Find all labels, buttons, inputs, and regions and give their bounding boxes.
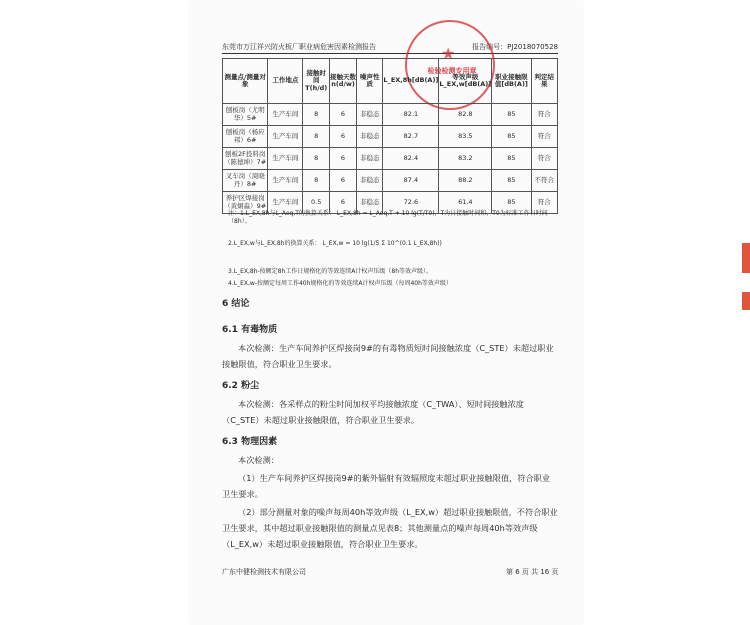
section-6-3-item-2: （2）部分测量对象的噪声每周40h等效声级（L_EX,w）超过职业接触限值，不符合职业卫生要求，其中超过职业接触限值的测量点见表8；其他测量点的噪声每周40h等效声级（L_EX,w）未超过职业接触限值，符合职业卫生要求。	[222, 507, 558, 549]
table-cell: 72.6	[383, 192, 439, 214]
note-4: 4.L_EX,w-按额定每周工作40h规格化的等效连续A计权声压级（每周40h等效声级）	[228, 280, 452, 287]
table-cell: 82.4	[383, 148, 439, 170]
table-cell: 符合	[531, 192, 557, 214]
table-cell: 符合	[531, 148, 557, 170]
table-cell: 生产车间	[268, 148, 303, 170]
table-cell: 85	[492, 170, 531, 192]
column-header: L_EX,8h[dB(A)]	[383, 59, 439, 104]
table-cell: 符合	[531, 104, 557, 126]
column-header: 职业接触限值[dB(A)]	[492, 59, 531, 104]
section-6-heading: 6 结论	[222, 299, 250, 309]
section-6-1-heading: 6.1 有毒物质	[222, 325, 278, 335]
table-cell: 82.8	[439, 104, 492, 126]
table-cell: 不符合	[531, 170, 557, 192]
table-cell: 83.5	[439, 126, 492, 148]
note-1: 注：1.L_EX,8h与L_Aeq,T的换算关系： L_EX,8h = L_Aeq,T + 10 lg(T/T0)，T为日接触时间和，T0为标准工作日时间（8h）。	[228, 210, 548, 225]
table-cell: 符合	[531, 126, 557, 148]
column-header: 噪声性质	[357, 59, 383, 104]
table-cell: 8	[303, 126, 330, 148]
edge-color-mark	[742, 243, 750, 273]
table-cell: 83.2	[439, 148, 492, 170]
table-cell: 6	[329, 170, 356, 192]
noise-measurement-table	[222, 58, 558, 214]
section-6-2-paragraph: 本次检测：各采样点的粉尘时间加权平均接触浓度（C_TWA）、短时间接触浓度（C_STE）未超过职业接触限值，符合职业卫生要求。	[222, 399, 524, 425]
section-6-2-heading: 6.2 粉尘	[222, 381, 260, 391]
table-cell: 刨板岗（尤明华）5#	[223, 104, 268, 126]
table-cell: 6	[329, 148, 356, 170]
table-cell: 刨板岗（杨应邦）6#	[223, 126, 268, 148]
column-header: 接触时间T(h/d)	[303, 59, 330, 104]
note-3: 3.L_EX,8h-按额定8h工作日规格化的等效连续A计权声压级（8h等效声级）。	[228, 268, 433, 275]
table-cell: 生产车间	[268, 170, 303, 192]
note-2: 2.L_EX,w与L_EX,8h的换算关系： L_EX,w = 10 lg(1/5 Σ 10^(0.1 L_EX,8h))	[228, 240, 442, 247]
seal-text: 检验检测专用章	[427, 67, 477, 75]
section-6-1-paragraph: 本次检测：生产车间养护区焊接岗9#的有毒物质短时间接触浓度（C_STE）未超过职业接触限值，符合职业卫生要求。	[222, 343, 554, 369]
table-cell: 0.5	[303, 192, 330, 214]
section-6-3-item-1: （1）生产车间养护区焊接岗9#的紫外辐射有效辐照度未超过职业接触限值，符合职业卫生要求。	[222, 473, 551, 499]
table-cell: 85	[492, 192, 531, 214]
footer-company: 广东中健检测技术有限公司	[222, 568, 306, 576]
table-cell: 非稳态	[357, 192, 383, 214]
table-cell: 61.4	[439, 192, 492, 214]
page-header	[222, 41, 558, 54]
table-cell: 8	[303, 104, 330, 126]
report-number: 报告编号：PJ2018070528	[472, 43, 558, 51]
footer-page-number: 第 6 页 共 16 页	[506, 568, 559, 576]
table-cell: 85	[492, 104, 531, 126]
table-cell: 非稳态	[357, 104, 383, 126]
edge-color-mark	[742, 292, 750, 310]
seal-star-icon: ★	[441, 44, 456, 63]
section-6-3-heading: 6.3 物理因素	[222, 437, 278, 447]
table-cell: 养护区焊接岗（黄炯淼）9#	[223, 192, 268, 214]
table-cell: 82.7	[383, 126, 439, 148]
table-row	[223, 148, 558, 170]
table-cell: 叉车岗（周晓丹）8#	[223, 170, 268, 192]
table-cell: 8	[303, 170, 330, 192]
table-row	[223, 170, 558, 192]
table-cell: 非稳态	[357, 148, 383, 170]
table-cell: 非稳态	[357, 126, 383, 148]
table-cell: 6	[329, 126, 356, 148]
table-cell: 6	[329, 104, 356, 126]
table-cell: 生产车间	[268, 126, 303, 148]
column-header: 测量点/测量对象	[223, 59, 268, 104]
table-cell: 85	[492, 148, 531, 170]
table-cell: 8	[303, 148, 330, 170]
section-6-3-intro: 本次检测：	[238, 455, 279, 465]
table-cell: 88.2	[439, 170, 492, 192]
table-cell: 6	[329, 192, 356, 214]
table-cell: 生产车间	[268, 192, 303, 214]
table-cell: 82.1	[383, 104, 439, 126]
table-header-row	[223, 59, 558, 104]
table-cell: 87.4	[383, 170, 439, 192]
column-header: 工作地点	[268, 59, 303, 104]
column-header: 等效声级L_EX,w[dB(A)]	[439, 59, 492, 104]
table-cell: 非稳态	[357, 170, 383, 192]
table-cell: 生产车间	[268, 104, 303, 126]
column-header: 判定结果	[531, 59, 557, 104]
header-title: 东莞市万江祥兴防火板厂职业病危害因素检测报告	[222, 43, 376, 51]
table-row	[223, 126, 558, 148]
column-header: 接触天数n(d/w)	[329, 59, 356, 104]
table-row	[223, 104, 558, 126]
table-cell: 刨板2F投料岗（陈德坤）7#	[223, 148, 268, 170]
table-cell: 85	[492, 126, 531, 148]
